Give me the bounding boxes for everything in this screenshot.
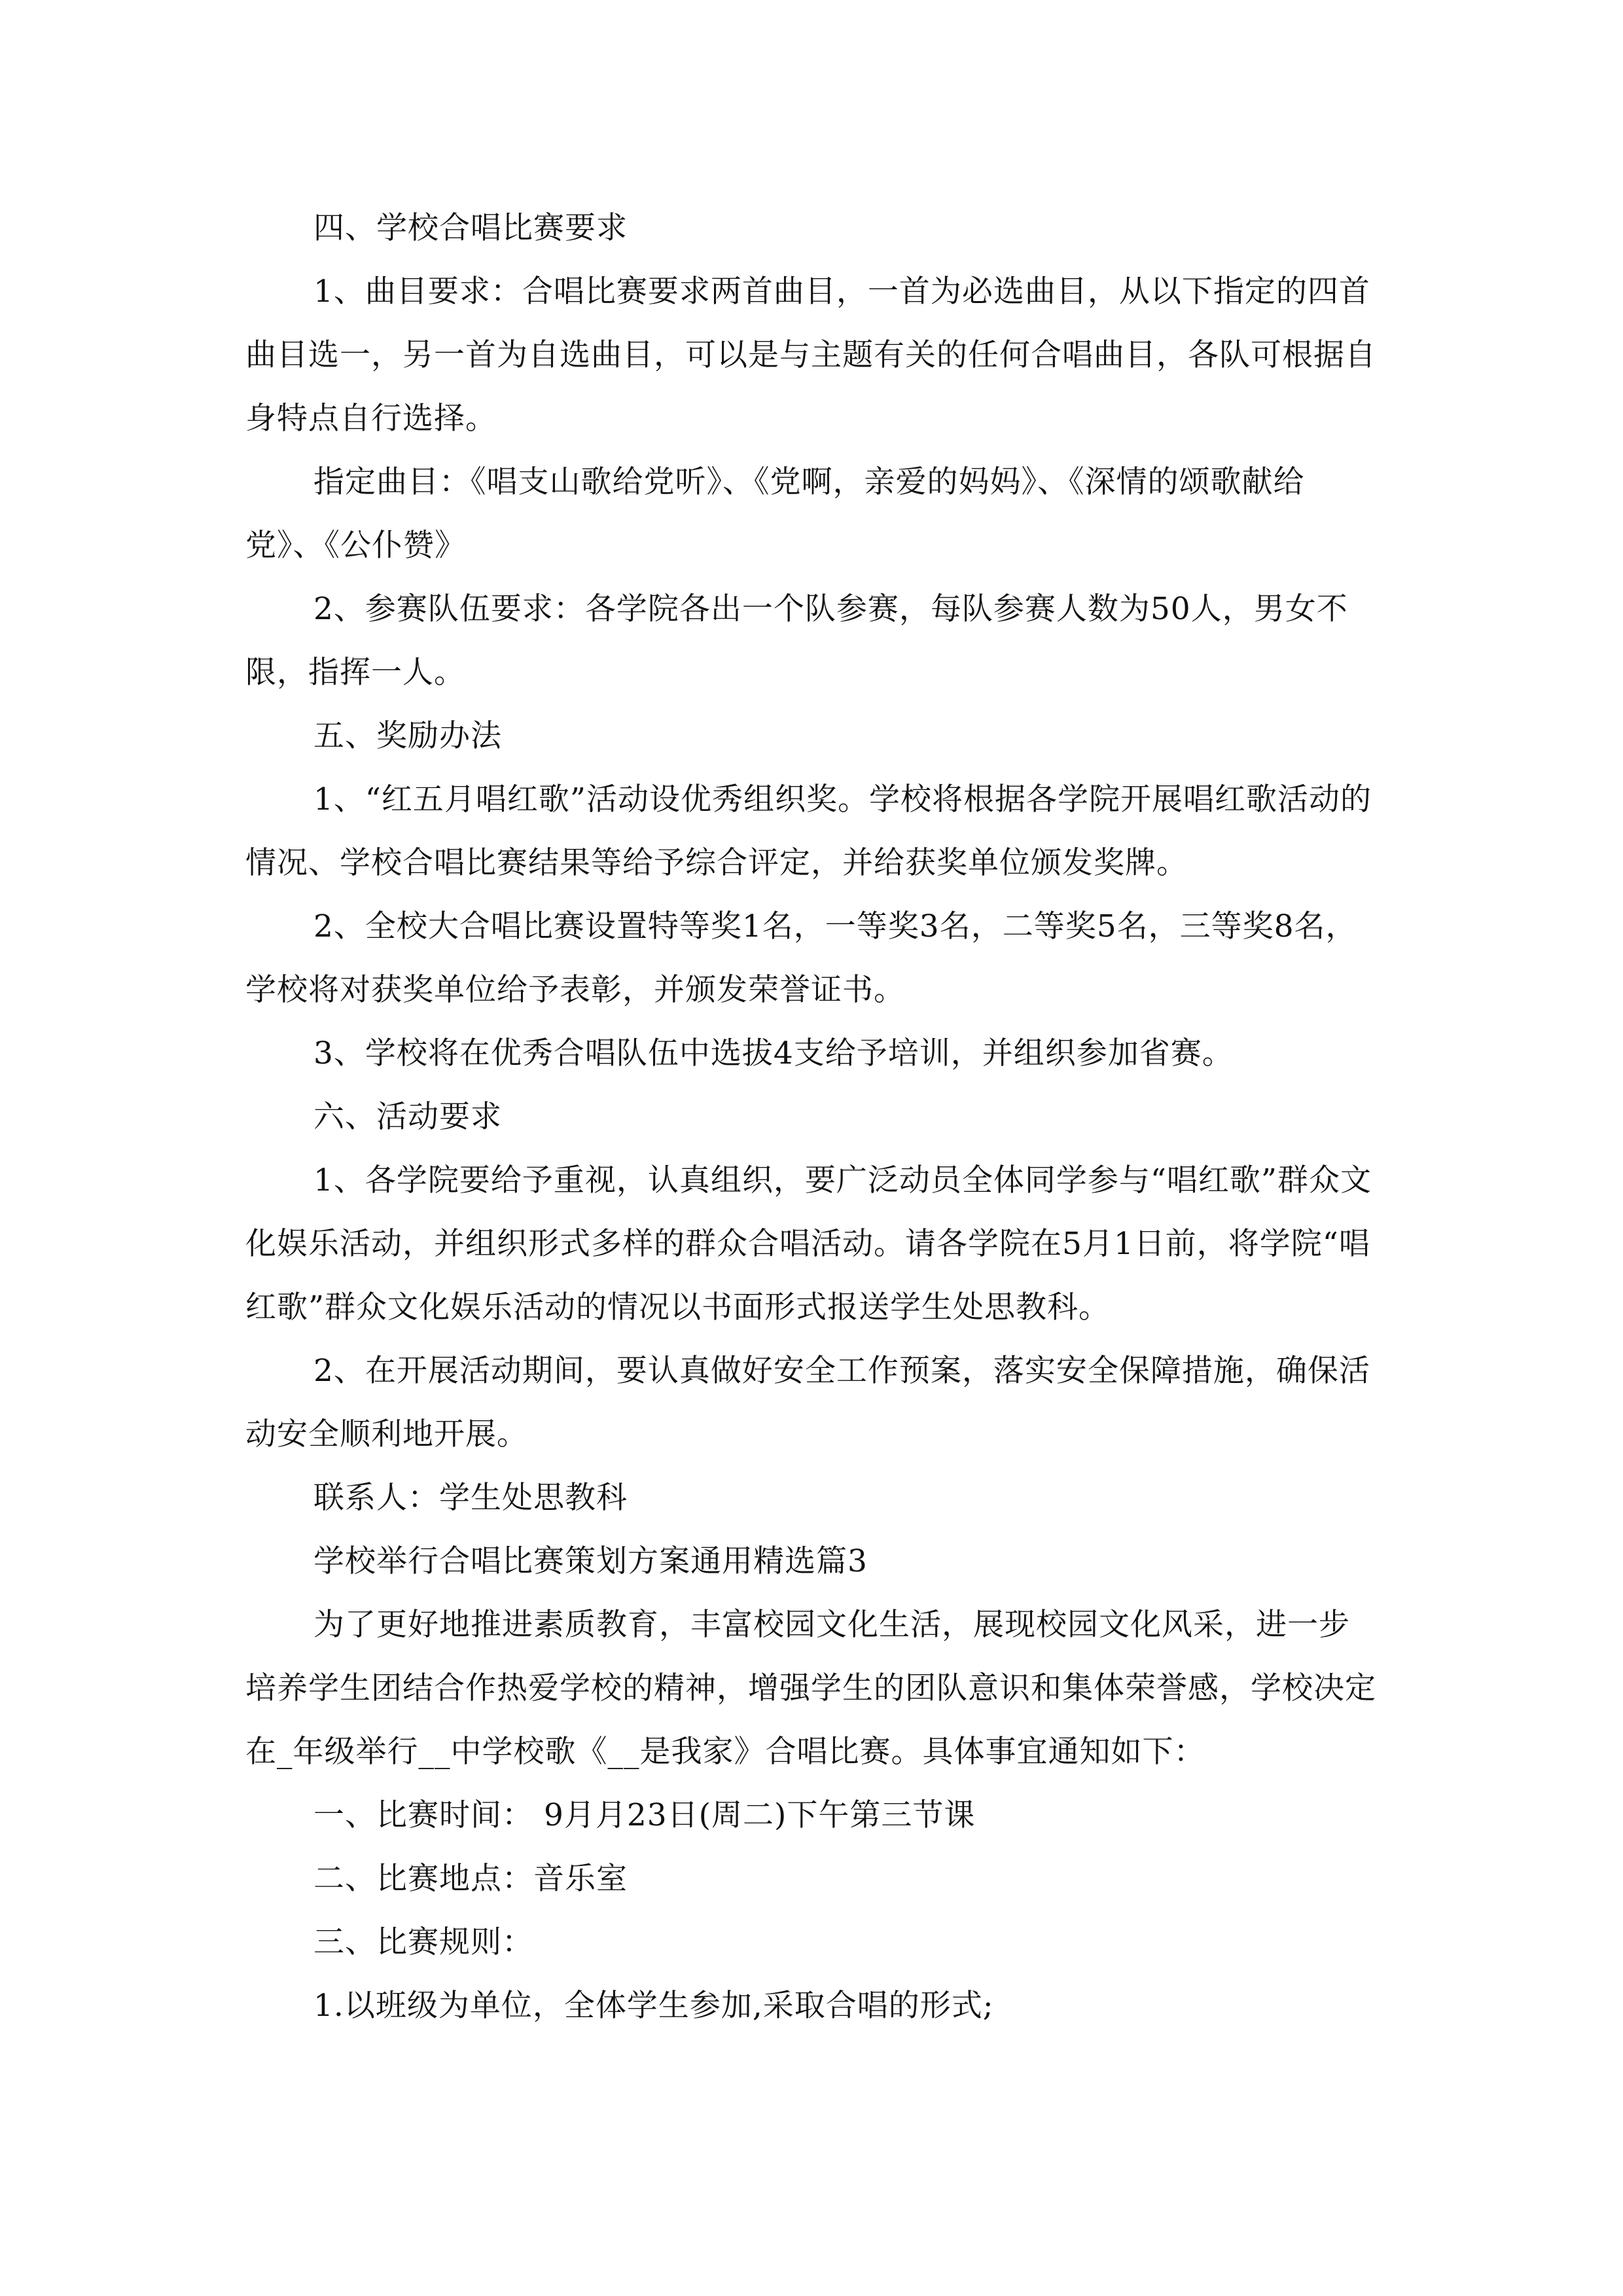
paragraph-contest-rule-1: 1.以班级为单位，全体学生参加,采取合唱的形式; (313, 1988, 994, 2024)
paragraph-contest-location: 二、比赛地点：音乐室 (313, 1861, 628, 1897)
paragraph-award-prizes: 2、全校大合唱比赛设置特等奖1名，一等奖3名，二等奖5名，三等奖8名，学校将对获奖单位给予表彰，并颁发荣誉证书。 (245, 908, 1357, 1008)
paragraph-contest-rules-heading: 三、比赛规则： (313, 1924, 533, 1960)
paragraph-introduction: 为了更好地推进素质教育，丰富校园文化生活，展现校园文化风采，进一步培养学生团结合作热爱学校的精神，增强学生的团队意识和集体荣誉感，学校决定在_年级举行__中学校歌《__是我家》合唱比赛。具体事宜通知如下： (245, 1607, 1376, 1770)
paragraph-award-organization: 1、“红五月唱红歌”活动设优秀组织奖。学校将根据各学院开展唱红歌活动的情况、学校合唱比赛结果等给予综合评定，并给获奖单位颁发奖牌。 (245, 781, 1372, 881)
paragraph-contact: 联系人：学生处思教科 (313, 1480, 628, 1516)
paragraph-song-requirement: 1、曲目要求：合唱比赛要求两首曲目，一首为必选曲目，从以下指定的四首曲目选一，另一首为自选曲目，可以是与主题有关的任何合唱曲目，各队可根据自身特点自行选择。 (245, 274, 1376, 437)
paragraph-team-requirement: 2、参赛队伍要求：各学院各出一个队参赛，每队参赛人数为50人，男女不限，指挥一人。 (245, 591, 1348, 691)
article-title-3: 学校举行合唱比赛策划方案通用精选篇3 (313, 1543, 868, 1579)
section-heading-6: 六、活动要求 (313, 1099, 502, 1135)
section-heading-5: 五、奖励办法 (313, 718, 502, 754)
document-body (245, 196, 1378, 2037)
paragraph-contest-time: 一、比赛时间： 9月月23日(周二)下午第三节课 (313, 1797, 976, 1833)
paragraph-activity-requirement-2: 2、在开展活动期间，要认真做好安全工作预案，落实安全保障措施，确保活动安全顺利地开展。 (245, 1353, 1370, 1452)
paragraph-activity-requirement-1: 1、各学院要给予重视，认真组织，要广泛动员全体同学参与“唱红歌”群众文化娱乐活动，并组织形式多样的群众合唱活动。请各学院在5月1日前，将学院“唱红歌”群众文化娱乐活动的情况以书面形式报送学生处思教科。 (245, 1162, 1372, 1325)
paragraph-award-training: 3、学校将在优秀合唱队伍中选拔4支给予培训，并组织参加省赛。 (313, 1035, 1234, 1071)
paragraph-designated-songs: 指定曲目：《唱支山歌给党听》、《党啊，亲爱的妈妈》、《深情的颂歌献给党》、《公仆赞》 (245, 464, 1305, 564)
section-heading-4: 四、学校合唱比赛要求 (313, 210, 628, 246)
